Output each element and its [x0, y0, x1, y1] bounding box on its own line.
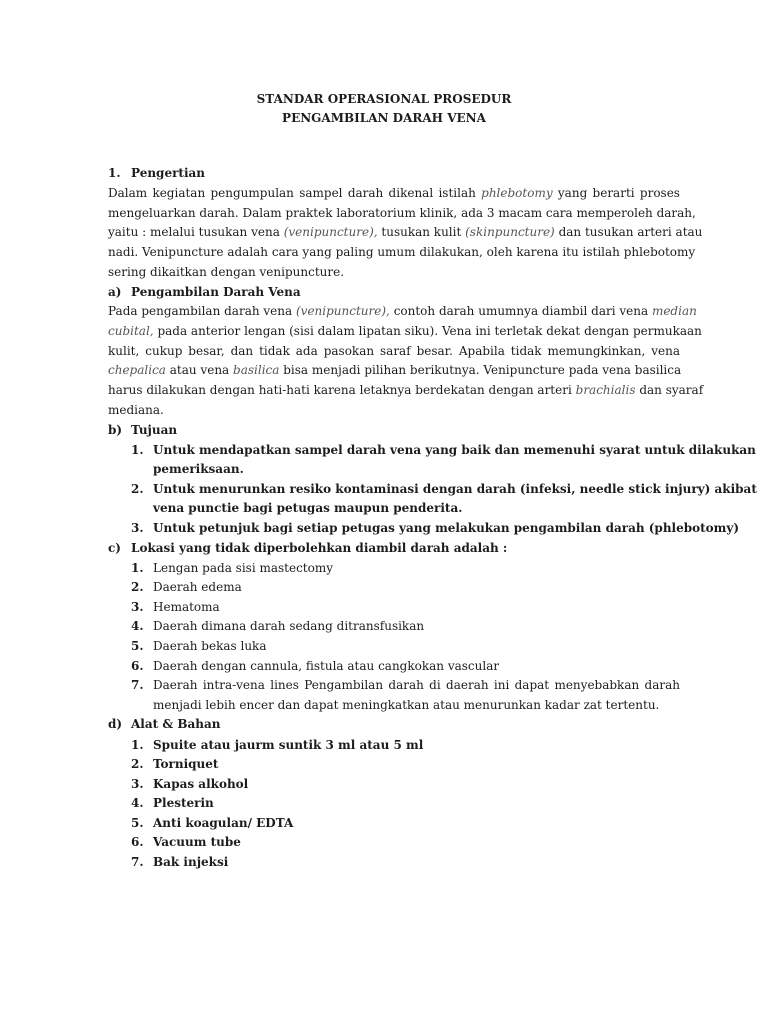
list-item-number: 3.: [131, 521, 144, 535]
list-item-number: 7.: [131, 855, 144, 869]
a-para-line5: harus dilakukan dengan hati-hati karena letaknya berdekatan dengan arteri brachialis dan syaraf: [108, 383, 704, 397]
subsection-d-heading: Alat & Bahan: [131, 717, 221, 731]
list-item: Daerah bekas luka: [153, 639, 267, 653]
list-item-number: 6.: [131, 835, 144, 849]
list-item: Untuk mendapatkan sampel darah vena yang baik dan memenuhi syarat untuk dilakukan: [153, 443, 756, 457]
list-item-number: 3.: [131, 600, 144, 614]
subsection-a-label: a): [108, 285, 122, 299]
s1-para-line3: yaitu : melalui tusukan vena (venipuncture), tusukan kulit (skinpuncture) dan tusukan arteri atau: [108, 225, 703, 239]
a-para-line1: Pada pengambilan darah vena (venipuncture), contoh darah umumnya diambil dari vena median: [108, 304, 697, 318]
s1-para-line2: mengeluarkan darah. Dalam praktek laboratorium klinik, ada 3 macam cara memperoleh darah,: [108, 206, 696, 220]
list-item-number: 6.: [131, 659, 144, 673]
list-item-number: 2.: [131, 757, 144, 771]
subsection-c-heading: Lokasi yang tidak diperbolehkan diambil darah adalah :: [131, 541, 508, 555]
subsection-c-label: c): [108, 541, 121, 555]
s1-para-line5: sering dikaitkan dengan venipuncture.: [108, 265, 345, 279]
a-para-line2: cubital, pada anterior lengan (sisi dalam lipatan siku). Vena ini terletak dekat dengan permukaan: [108, 324, 702, 338]
list-item-number: 3.: [131, 777, 144, 791]
list-item-continuation: pemeriksaan.: [153, 462, 244, 476]
a-para-line3: kulit, cukup besar, dan tidak ada pasokan saraf besar. Apabila tidak memungkinkan, vena: [108, 344, 680, 358]
list-item: Untuk petunjuk bagi setiap petugas yang melakukan pengambilan darah (phlebotomy): [153, 521, 740, 535]
list-item-number: 2.: [131, 482, 144, 496]
list-item-number: 4.: [131, 619, 144, 633]
list-item: Untuk menurunkan resiko kontaminasi dengan darah (infeksi, needle stick injury) akibat: [153, 482, 757, 496]
list-item: Daerah edema: [153, 580, 242, 594]
list-item-number: 2.: [131, 580, 144, 594]
list-item: Hematoma: [153, 600, 220, 614]
a-para-line6: mediana.: [108, 403, 164, 417]
list-item: Bak injeksi: [153, 855, 229, 869]
section-1-number: 1.: [108, 166, 121, 180]
list-item: Daerah dimana darah sedang ditransfusikan: [153, 619, 425, 633]
s1-para-line4: nadi. Venipuncture adalah cara yang paling umum dilakukan, oleh karena itu istilah phlebotomy: [108, 245, 696, 259]
list-item-continuation: vena punctie bagi petugas maupun penderita.: [153, 501, 463, 515]
list-item-number: 7.: [131, 678, 144, 692]
section-1-heading: Pengertian: [131, 166, 206, 180]
list-item: Torniquet: [153, 757, 219, 771]
list-item-number: 4.: [131, 796, 144, 810]
doc-title-line2: PENGAMBILAN DARAH VENA: [282, 111, 486, 125]
list-item: Plesterin: [153, 796, 214, 810]
list-item: Daerah dengan cannula, fistula atau cangkokan vascular: [153, 659, 500, 673]
list-item: Spuite atau jaurm suntik 3 ml atau 5 ml: [153, 738, 424, 752]
doc-title-line1: STANDAR OPERASIONAL PROSEDUR: [256, 92, 512, 106]
s1-para-line1: Dalam kegiatan pengumpulan sampel darah dikenal istilah phlebotomy yang berarti proses: [108, 186, 680, 200]
list-item-number: 5.: [131, 816, 144, 830]
subsection-a-heading: Pengambilan Darah Vena: [131, 285, 301, 299]
list-item: Daerah intra-vena lines Pengambilan darah di daerah ini dapat menyebabkan darah: [153, 678, 680, 692]
list-item: Kapas alkohol: [153, 777, 249, 791]
list-item: Anti koagulan/ EDTA: [153, 816, 294, 830]
subsection-d-label: d): [108, 717, 123, 731]
a-para-line4: chepalica atau vena basilica bisa menjadi pilihan berikutnya. Venipuncture pada vena basilica: [108, 363, 682, 377]
list-item-continuation: menjadi lebih encer dan dapat meningkatkan atau menurunkan kadar zat tertentu.: [153, 698, 660, 712]
list-item: Lengan pada sisi mastectomy: [153, 561, 334, 575]
list-item: Vacuum tube: [153, 835, 241, 849]
list-item-number: 1.: [131, 738, 144, 752]
list-item-number: 1.: [131, 561, 144, 575]
subsection-b-heading: Tujuan: [131, 423, 178, 437]
list-item-number: 1.: [131, 443, 144, 457]
subsection-b-label: b): [108, 423, 123, 437]
list-item-number: 5.: [131, 639, 144, 653]
